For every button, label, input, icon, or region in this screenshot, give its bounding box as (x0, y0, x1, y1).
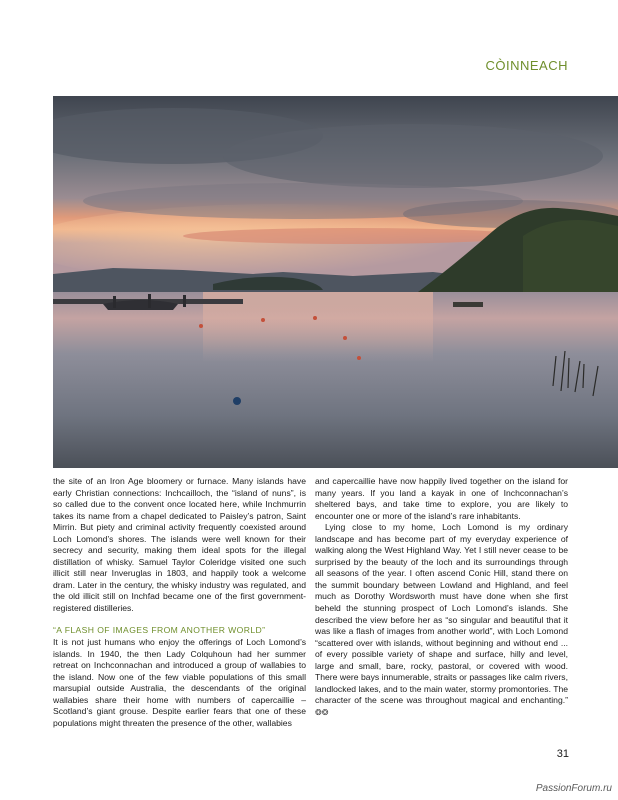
body-text: Lying close to my home, Loch Lomond is my ordinary landscape and has become part of my everyday experience of walking along the West Highland Way. Yet I still never cease to be surprised by the beauty of the loch and its surroundings through all seasons of the year. I often ascend Conic Hill, stand there on the summit boundary between Lowland and Highland, and feel much as Dorothy Wordsworth must have done when she first beheld the stunning prospect of Loch Lomond’s islands. She described the view before her as “so singular and beautiful that it was like a flash of images from another world”, with Loch Lomond “scattered over with islands, without beginning and without end ... of every possible variety of shape and surface, hilly and level, large and small, bare, rocky, pastoral, or covered with wood. There were bays innumerable, straits or passages like calm rivers, landlocked lakes, and to the main water, stormy promontories. The character of the scene was throughout magical and enchanting.” (315, 522, 569, 706)
body-paragraph: the site of an Iron Age bloomery or furnace. Many islands have early Christian connections: Inchcailloch, the “island of nuns”, is so called due to the convent once located here, while Inchmurrin takes its name from a chapel dedicated to Paisley’s patron, Saint Mirrin. But piety and criminal activity frequently coexisted around Loch Lomond’s shores. The islands were well known for their secrecy and security, making them ideal spots for the illegal distillation of whisky. Samuel Taylor Coleridge visited one such illicit still near Inveruglas in 1803, and happily took a welcome dram. Later in the century, the whisky industry was regulated, and the old illicit still on Inchfad became one of the first government-registered distilleries. (53, 476, 306, 614)
article-column-right (315, 476, 568, 718)
loch-lomond-photo (53, 96, 618, 468)
page-number: 31 (556, 748, 569, 760)
subheading: “A FLASH OF IMAGES FROM ANOTHER WORLD” (53, 624, 266, 635)
end-mark-icon: ❂❂ (315, 707, 329, 717)
article-column-left (53, 476, 306, 729)
body-paragraph: and capercaillie have now happily lived together on the island for many years. If you land a kayak in one of Inchconnachan’s sheltered bays, and take time to explore, you are likely to encounter one or more of the island’s rare inhabitants. (315, 476, 568, 521)
body-paragraph (315, 522, 568, 718)
body-paragraph: It is not just humans who enjoy the offerings of Loch Lomond’s islands. In 1940, the then Lady Colquhoun had her summer retreat on Inchconnachan and introduced a group of wallabies to the island. Now one of the few viable populations of this small marsupial outside Australia, the descendants of the original wallabies share their home with numbers of capercaillie – Scotland’s giant grouse. Despite earlier fears that one of these populations might threaten the presence of the other, wallabies (53, 637, 306, 728)
section-title: CÒINNEACH (485, 58, 568, 73)
watermark: PassionForum.ru (535, 783, 612, 794)
